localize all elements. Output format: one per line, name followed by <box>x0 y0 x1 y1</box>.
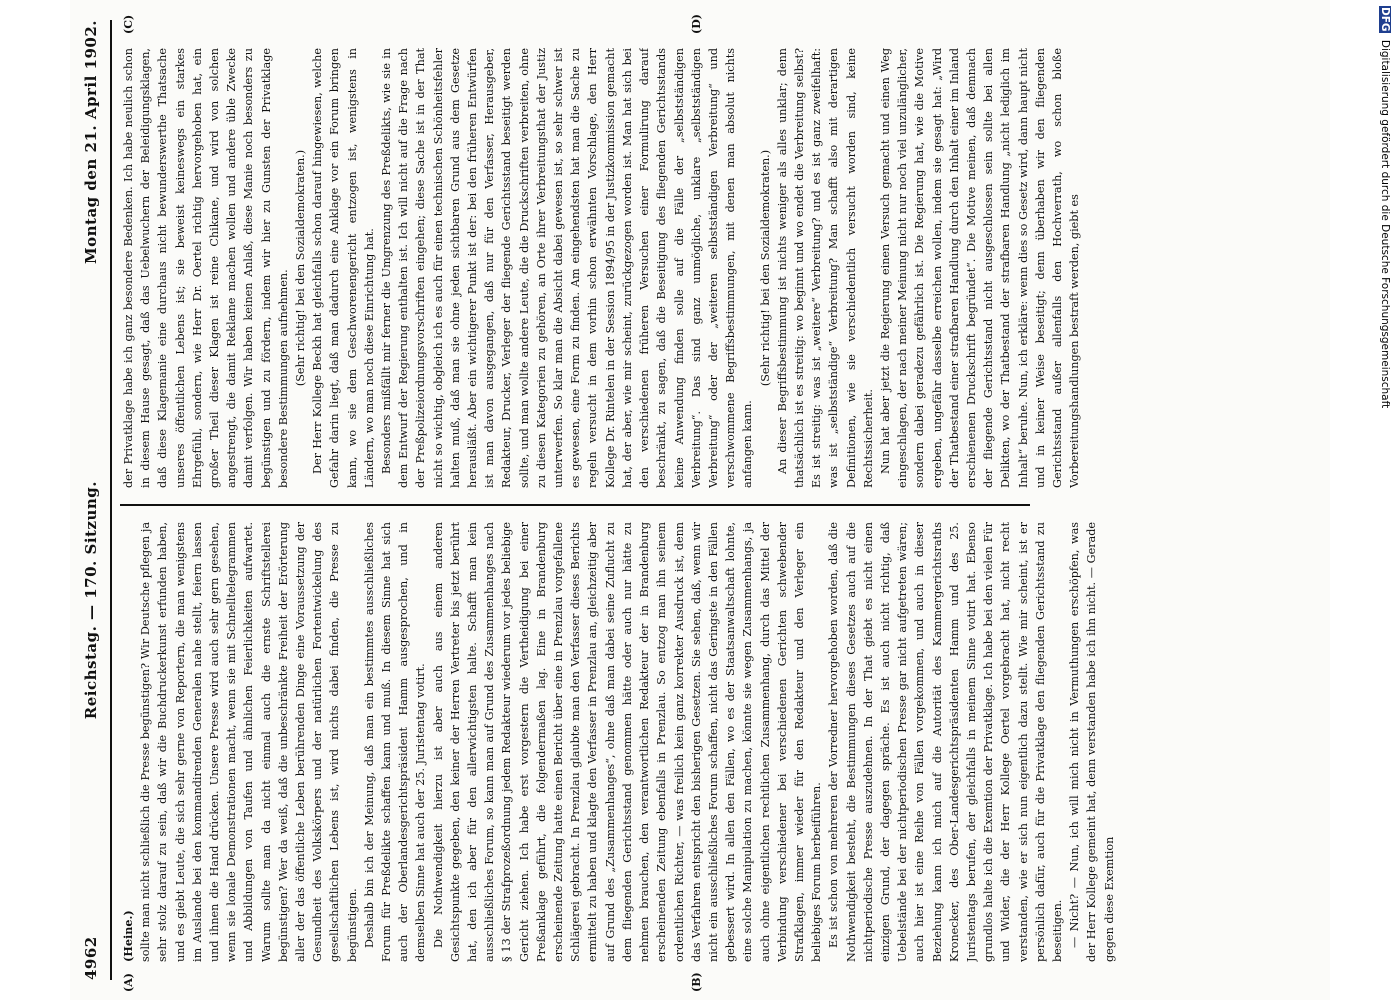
margin-marker-b: (B) <box>690 972 703 992</box>
right-paragraph: Nun hat aber jetzt die Regierung einen Versuch gemacht und einen Weg eingeschlagen, der nach meiner Meinung nicht nur noch viel unzulänglicher, sondern dabei geradezu gefährlich ist. Die Regierung hat, wie die Motive ergeben, ungefähr dasselbe erreichen wollen, indem sie gesagt hat: „Wird der Thatbestand einer strafbaren Handlung durch den Inhalt einer im Inland erschienenen Druckschrift begründet“. Die Motive meinen, daß demnach der fliegende Gerichtsstand nicht ausgeschlossen sein sollte bei allen Delikten, wo der Thatbestand der strafbaren Handlung „nicht lediglich im Inhalt“ beruhe. Nun, ich erkläre: wenn dies so Gesetz wird, dann haupt nicht und in keiner Weise beseitigt; denn überhaben wir den fliegenden Gerichtsstand außer allenfalls den Hochverrath, wo schon bloße Vorbereitungshandlungen bestraft werden, giebt es <box>878 48 1082 488</box>
margin-marker-a: (A) <box>122 973 135 992</box>
speaker-label: (Heine.) <box>121 910 135 962</box>
left-column <box>120 522 1314 962</box>
left-paragraph: Deshalb bin ich der Meinung, daß man ein bestimmtes ausschließliches Forum für Preßdelikte schaffen kann und muß. In diesem Sinne hat sich auch der Oberlandesgerichtspräsident Hamm ausgesprochen, und in demselben Sinne hat auch der 25. Juristentag votirt. <box>362 522 428 962</box>
left-paragraph: Es ist schon von mehreren der Vorredner hervorgehoben worden, daß die Nothwendigkeit besteht, die Bestimmungen dieses Gesetzes auch auf die nichtperiodische Presse auszudehnen. In der That giebt es nicht einen einzigen Grund, der dagegen spräche. Es ist auch nicht richtig, daß Uebelstände bei der nichtperiodischen Presse gar nicht aufgetreten wären; auch hier ist eine Reihe von Fällen vorgekommen, und auch in dieser Beziehung kann ich mich auf die Autorität des Kammergerichtsraths Kronecker, des Ober-Landesgerichtspräsidenten Hamm und des 25. Juristentags berufen, der gleichfalls in meinem Sinne votirt hat. Ebenso grundlos halte ich die Exemtion der Privatklage. Ich habe bei den vielen Für und Wider, die der Herr Kollege Oertel vorgebracht hat, nicht recht verstanden, wie er sich nun eigentlich dazu stellt. Wie mir scheint, ist er persönlich dafür, auch für die Privatklage den fliegenden Gerichtsstand zu beseitigen. <box>827 522 1064 962</box>
digitization-credit <box>1377 0 1397 1000</box>
right-paragraph: An dieser Begriffsbestimmung ist nichts weniger als alles unklar; denn thatsächlich ist es streitig: wo beginnt und wo endet die Verbreitung selbst? Es ist streitig: was ist „weitere“ Verbreitung? und es ist ganz zweifelhaft: was ist „selbstständige“ Verbreitung? Man schafft also mit derartigen Definitionen, wie sie verschiedentlich versucht worden sind, keine Rechtssicherheit. <box>775 48 875 488</box>
margin-marker-c: (C) <box>122 14 135 34</box>
right-column <box>120 48 1314 488</box>
right-paragraph: Besonders mißfällt mir ferner die Umgrenzung des Preßdelikts, wie sie in dem Entwurf der Regierung enthalten ist. Ich will nicht auf die Frage nach der Preßpolizeiordnungsvorschriften eingehen; diese Sache ist in der That nicht so wichtig, obgleich ich es auch für einen technischen Schönheitsfehler halten muß, daß man sie ohne jeden sichtbaren Grund aus dem Gesetze herausläßt. Aber ein wichtigerer Punkt ist der: bei den früheren Entwürfen ist man davon ausgegangen, daß nur für den Verfasser, Herausgeber, Redakteur, Drucker, Verleger der fliegende Gerichtsstand beseitigt werden sollte, und man wollte andere Leute, die die Druckschriften verbreiten, ohne zu diesen Kategorien zu gehören, an Orte ihrer Verbreitungsthat der Justiz unterwerfen. So klar man die Absicht dabei gewesen ist, so sehr schwer ist es gewesen, eine Form zu finden. Am eingehendsten hat man die Sache zu regeln versucht in dem vorhin schon erwähnten Vorschlage, den Herr Kollege Dr. Rintelen in der Session 1894/95 in der Justizkommission gemacht hat, der aber, wie mir scheint, zurückgezogen worden ist. Man hat sich bei den verschiedenen früheren Versuchen einer Formulirung darauf beschränkt, zu sagen, daß die Beseitigung des fliegenden Gerichtsstands keine Anwendung finden solle auf die Fälle der „selbstständigen Verbreitung“. Das sind ganz unmögliche, unklare „selbstständigen Verbreitung“ oder der „weiteren selbstständigen Verbreitung“ und verschwommene Begriffsbestimmungen, mit denen man absolut nichts anfangen kann. <box>380 48 755 488</box>
left-paragraph: — Nicht? — Nun, ich will mich nicht in Vermuthungen erschöpfen, was der Herr Kollege gemeint hat, denn verstanden habe ich ihn nicht. — Gerade gegen diese Exemtion <box>1068 522 1116 962</box>
right-paragraph: Der Herr Kollege Beckh hat gleichfalls schon darauf hingewiesen, welche Gefahr darin liegt, daß man dadurch eine Anklage vor ein Forum bringen kann, wo sie dem Geschworenengericht entzogen ist, wenigstens in Ländern, wo man noch diese Einrichtung hat. <box>311 48 376 488</box>
session-title: Reichstag. — 170. Sitzung. <box>82 481 100 720</box>
document-page <box>70 0 1330 1000</box>
session-date: Montag den 21. April 1902. <box>82 20 100 264</box>
dfg-logo: DFG <box>1379 7 1391 32</box>
left-paragraph: Die Nothwendigkeit hierzu ist aber auch aus einem anderen Gesichtspunkte gegeben, den keiner der Herren Vertreter bis jetzt berührt hat, den ich aber für den allerwichtigsten halte. Schafft man kein ausschließliches Forum, so kann man auf Grund des Zusammenhanges nach § 13 der Strafprozeßordnung jedem Redakteur wiederum vor jedes beliebige Gericht ziehen. Ich habe erst vorgestern die Vertheidigung bei einer Preßanklage geführt, die folgendermaßen lag. Eine in Brandenburg erscheinende Zeitung hatte einen Bericht über eine in Prenzlau vorgefallene Schlägerei gebracht. In Prenzlau glaubte man den Verfasser dieses Berichts ermittelt zu haben und klagte den Verfasser in Prenzlau an, gleichzeitig aber auf Grund des „Zusammenhanges“, ohne daß man dabei seine Zuflucht zu dem fliegenden Gerichtsstand genommen hätte oder auch nur hätte zu nehmen brauchen, den verantwortlichen Redakteur der in Brandenburg erscheinenden Zeitung ebenfalls in Prenzlau. So entzog man ihn seinem ordentlichen Richter, — was freilich kein ganz korrekter Ausdruck ist, denn das Verfahren entspricht den bisherigen Gesetzen. Sie sehen, daß, wenn wir nicht ein ausschließliches Forum schaffen, nicht das Geringste in den Fällen gebessert wird. In allen den Fällen, wo es der Staatsanwaltschaft lohnte, eine solche Manipulation zu machen, könnte sie wegen Zusammenhangs, ja auch ohne eigentlichen rechtlichen Zusammenhang, durch das Mittel der Verbindung verschiedener bei verschiedenen Gerichten schwebender Strafklagen, immer wieder für den Redakteur und den Verleger ein beliebiges Forum herbeiführen. <box>431 522 824 962</box>
interjection: (Sehr richtig! bei den Sozialdemokraten.) <box>294 149 308 387</box>
page-number: 4962 <box>82 936 100 980</box>
page-header <box>74 20 108 980</box>
right-paragraph: der Privatklage habe ich ganz besondere Bedenken. Ich habe neulich schon in diesem Hause gesagt, daß das Uebelwuchern der Beleidigungsklagen, daß diese Klagemanie eine durchaus nicht bewunderswerthe Thatsache unseres öffentlichen Lebens ist; sie beweist keineswegs ein starkes Ehrgefühl, sondern, wie Herr Dr. Oertel richtig hervorgehoben hat, ein großer Theil dieser Klagen ist reine Chikane, und wird von solchen angestrengt, die damit Reklame machen wollen und andere üble Zwecke damit verfolgen. Wir haben keinen Anlaß, diese Manie noch besonders zu begünstigen und zu fördern, indem wir hier zu Gunsten der Privatklage besondere Bestimmungen aufnehmen. <box>122 48 290 488</box>
interjection: (Sehr richtig! bei den Sozialdemokraten.) <box>758 149 772 387</box>
column-rule <box>120 505 1030 507</box>
margin-marker-d: (D) <box>690 14 703 34</box>
header-rule <box>110 20 112 980</box>
left-paragraph: sollte man nicht schließlich die Presse begünstigen? Wir Deutsche pflegen ja sehr stolz darauf zu sein, daß wir die Buchdruckerkunst erfunden haben, und es giebt Leute, die sich sehr gerne von Reportern, die man wenigstens im Auslande bei den kommandirenden Generalen nahe stellt, feiern lassen und ihnen die Hand drücken. Unsere Presse wird auch sehr gern gesehen, wenn sie lonale Demonstrationen macht, wenn sie mit Schnelltelegrammen und Abbildungen von Taufen und ähnlichen Feierlichkeiten aufwartet. Warum sollte man da nicht einmal auch die ernste Schriftstellerei begünstigen? Wer da weiß, daß die unbeschränkte Freiheit der Erörterung aller der das öffentliche Leben berührenden Dinge eine Voraussetzung der Gesundheit des Volkskörpers und der natürlichen Fortentwickelung des gesellschaftlichen Lebens ist, wird nichts dabei finden, die Presse zu begünstigen. <box>139 522 359 962</box>
credit-text: Digitalisierung gefördert durch die Deutsche Forschungsgemeinschaft <box>1379 39 1391 409</box>
